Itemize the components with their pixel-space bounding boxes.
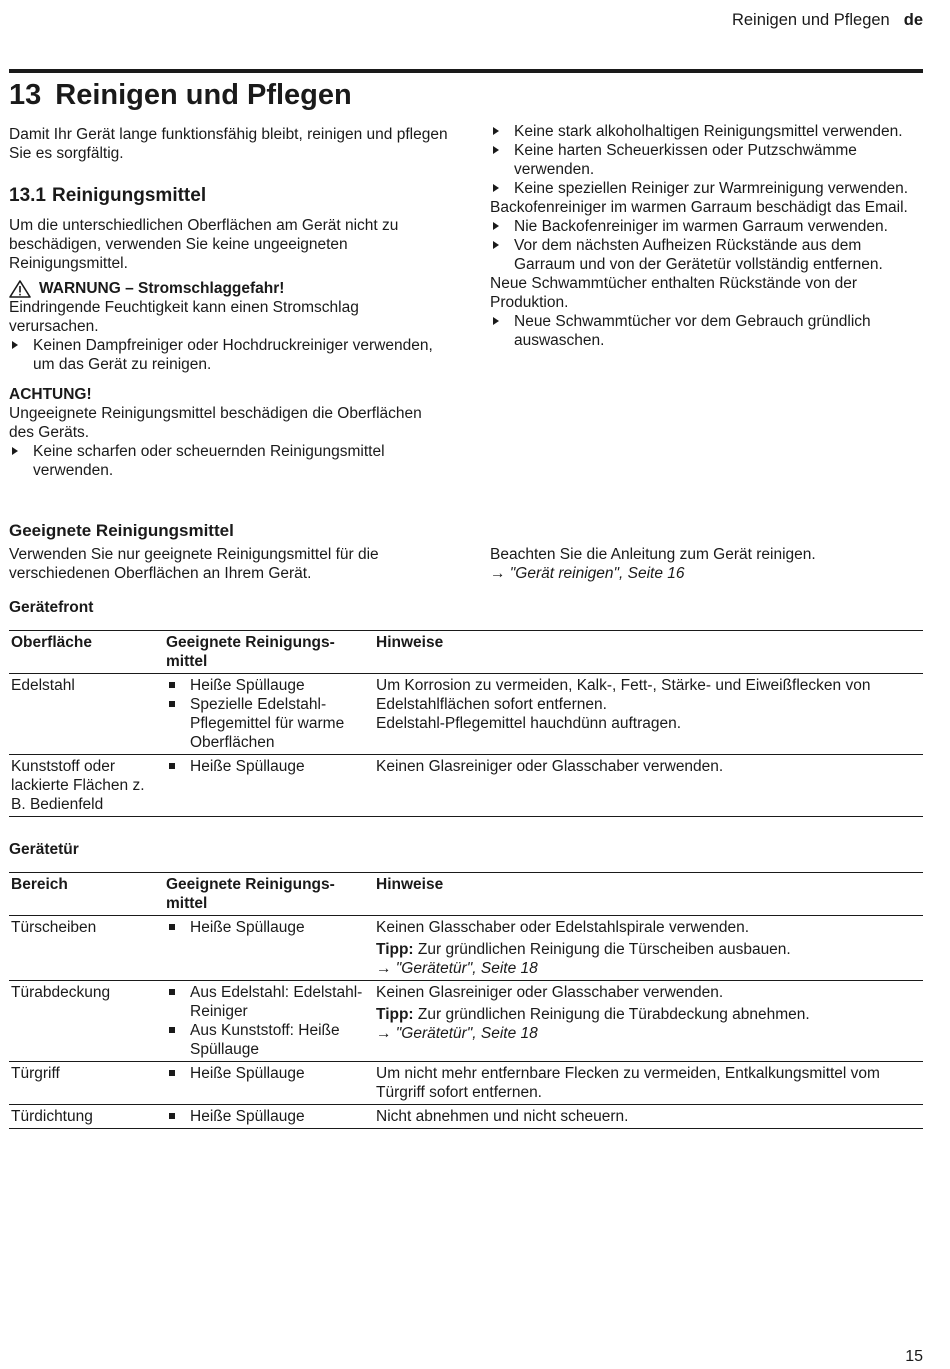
area-cell: Türdichtung (11, 1108, 93, 1125)
page-number: 15 (905, 1348, 923, 1365)
table-row (9, 1062, 923, 1105)
agents-cell (164, 674, 374, 755)
achtung-title: ACHTUNG! (9, 386, 92, 403)
area-cell: Türscheiben (11, 919, 97, 936)
warning-text: Eindringende Feuchtigkeit kann einen Stromschlag verursachen. (9, 299, 359, 335)
front-table-title: Gerätefront (9, 599, 94, 616)
chapter-title (9, 78, 352, 112)
section-number: 13.1 (9, 185, 46, 206)
notes-cell (374, 1062, 923, 1105)
section-heading (9, 185, 449, 207)
section-intro: Um die unterschiedlichen Oberflächen am Gerät nicht zu beschädigen, verwenden Sie keine ungeeigneten Reinigungsmittel. (9, 217, 399, 272)
tip-label: Tipp: (376, 1006, 414, 1023)
oven-cleaner-text: Backofenreiniger im warmen Garraum beschädigt das Email. (490, 199, 908, 216)
page-header (732, 11, 923, 30)
agents-cell (164, 755, 374, 817)
achtung-bullet: Keine harten Scheuerkissen oder Putzschwämme verwenden. (490, 141, 923, 179)
agent-item: Heiße Spüllauge (166, 918, 372, 937)
tip-body: Zur gründlichen Reinigung die Türabdeckung abnehmen. (417, 1006, 810, 1023)
area-cell: Edelstahl (11, 677, 75, 694)
oven-bullet: Nie Backofenreiniger im warmen Garraum verwenden. (490, 217, 923, 236)
warning-title: WARNUNG – Stromschlaggefahr! (39, 280, 285, 297)
table-row (9, 981, 923, 1062)
notes-cell (374, 755, 923, 817)
section-title: Reinigungsmittel (51, 185, 207, 206)
area-cell: Kunststoff oder lackierte Flächen z. B. Bedienfeld (11, 758, 145, 813)
notes-cell (374, 674, 923, 755)
left-column (9, 125, 449, 480)
agents-cell (164, 1062, 374, 1105)
chapter-title-text: Reinigen und Pflegen (55, 79, 352, 111)
agent-item: Aus Edelstahl: Edelstahl-Reiniger (166, 983, 372, 1021)
agents-cell (164, 1105, 374, 1129)
column-header: Geeignete Reinigungs- mittel (166, 634, 335, 670)
agent-item: Heiße Spüllauge (166, 1064, 372, 1083)
sponge-text: Neue Schwammtücher enthalten Rückstände von der Produktion. (490, 275, 858, 311)
tip-text (376, 1005, 921, 1024)
column-header: Oberfläche (11, 634, 92, 651)
achtung-bullet: Keine scharfen oder scheuernden Reinigungsmittel verwenden. (9, 442, 449, 480)
column-header: Bereich (11, 876, 68, 893)
suitable-agents-instruction: Beachten Sie die Anleitung zum Gerät reinigen. (490, 546, 816, 563)
cross-reference-link[interactable]: → "Gerät reinigen", Seite 16 (490, 565, 685, 582)
suitable-agents-heading: Geeignete Reinigungsmittel (9, 521, 234, 540)
note-text: Um nicht mehr entfernbare Flecken zu vermeiden, Entkalkungsmittel vom Türgriff sofort entfernen. (376, 1065, 880, 1101)
note-text: Keinen Glasschaber oder Edelstahlspirale verwenden. (376, 919, 750, 936)
achtung-bullet: Keine speziellen Reiniger zur Warmreinigung verwenden. (490, 179, 923, 198)
agent-item: Aus Kunststoff: Heiße Spüllauge (166, 1021, 372, 1059)
table-row (9, 674, 923, 755)
notes-cell (374, 1105, 923, 1129)
warning-triangle-icon (9, 280, 31, 298)
oven-bullet: Vor dem nächsten Aufheizen Rückstände aus dem Garraum und von der Gerätetür vollständig entfernen. (490, 236, 923, 274)
agents-cell (164, 916, 374, 981)
table-row (9, 755, 923, 817)
note-text: Um Korrosion zu vermeiden, Kalk-, Fett-, Stärke- und Eiweißflecken von Edelstahlflächen sofort entfernen. (376, 677, 871, 713)
right-column (490, 122, 923, 350)
note-text: Edelstahl-Pflegemittel hauchdünn auftragen. (376, 715, 682, 732)
cross-reference-link[interactable]: → "Gerätetür", Seite 18 (376, 1025, 538, 1042)
door-table-title: Gerätetür (9, 841, 79, 858)
agent-item: Spezielle Edelstahl-Pflegemittel für warme Oberflächen (166, 695, 372, 752)
chapter-number: 13 (9, 79, 42, 111)
agent-item: Heiße Spüllauge (166, 1107, 372, 1126)
achtung-text: Ungeeignete Reinigungsmittel beschädigen die Oberflächen des Geräts. (9, 405, 422, 441)
suitable-agents-note (490, 545, 923, 583)
tip-label: Tipp: (376, 941, 414, 958)
table-header-row (9, 873, 923, 916)
table-row (9, 916, 923, 981)
notes-cell (374, 916, 923, 981)
door-cleaning-table (9, 872, 923, 1129)
warning-heading (9, 279, 449, 298)
chapter-intro: Damit Ihr Gerät lange funktionsfähig bleibt, reinigen und pflegen Sie es sorgfältig. (9, 126, 448, 162)
header-language: de (903, 11, 923, 29)
note-text: Nicht abnehmen und nicht scheuern. (376, 1108, 629, 1125)
agent-item: Heiße Spüllauge (166, 676, 372, 695)
suitable-agents-text: Verwenden Sie nur geeignete Reinigungsmittel für die verschiedenen Oberflächen an Ihrem Gerät. (9, 546, 379, 582)
warning-bullet: Keinen Dampfreiniger oder Hochdruckreiniger verwenden, um das Gerät zu reinigen. (9, 336, 449, 374)
area-cell: Türabdeckung (11, 984, 111, 1001)
tip-body: Zur gründlichen Reinigung die Türscheiben ausbauen. (417, 941, 791, 958)
note-text: Keinen Glasreiniger oder Glasschaber verwenden. (376, 984, 724, 1001)
agent-item: Heiße Spüllauge (166, 757, 372, 776)
table-row (9, 1105, 923, 1129)
achtung-bullet: Keine stark alkoholhaltigen Reinigungsmittel verwenden. (490, 122, 923, 141)
table-header-row (9, 631, 923, 674)
front-cleaning-table (9, 630, 923, 817)
header-section-title: Reinigen und Pflegen (731, 11, 890, 29)
notes-cell (374, 981, 923, 1062)
column-header: Hinweise (376, 634, 444, 651)
column-header: Hinweise (376, 876, 444, 893)
area-cell: Türgriff (11, 1065, 60, 1082)
note-text: Keinen Glasreiniger oder Glasschaber verwenden. (376, 758, 724, 775)
column-header: Geeignete Reinigungs- mittel (166, 876, 335, 912)
tip-text (376, 940, 921, 959)
cross-reference-link[interactable]: → "Gerätetür", Seite 18 (376, 960, 538, 977)
header-rule (9, 69, 923, 73)
sponge-bullet: Neue Schwammtücher vor dem Gebrauch gründlich auswaschen. (490, 312, 923, 350)
agents-cell (164, 981, 374, 1062)
